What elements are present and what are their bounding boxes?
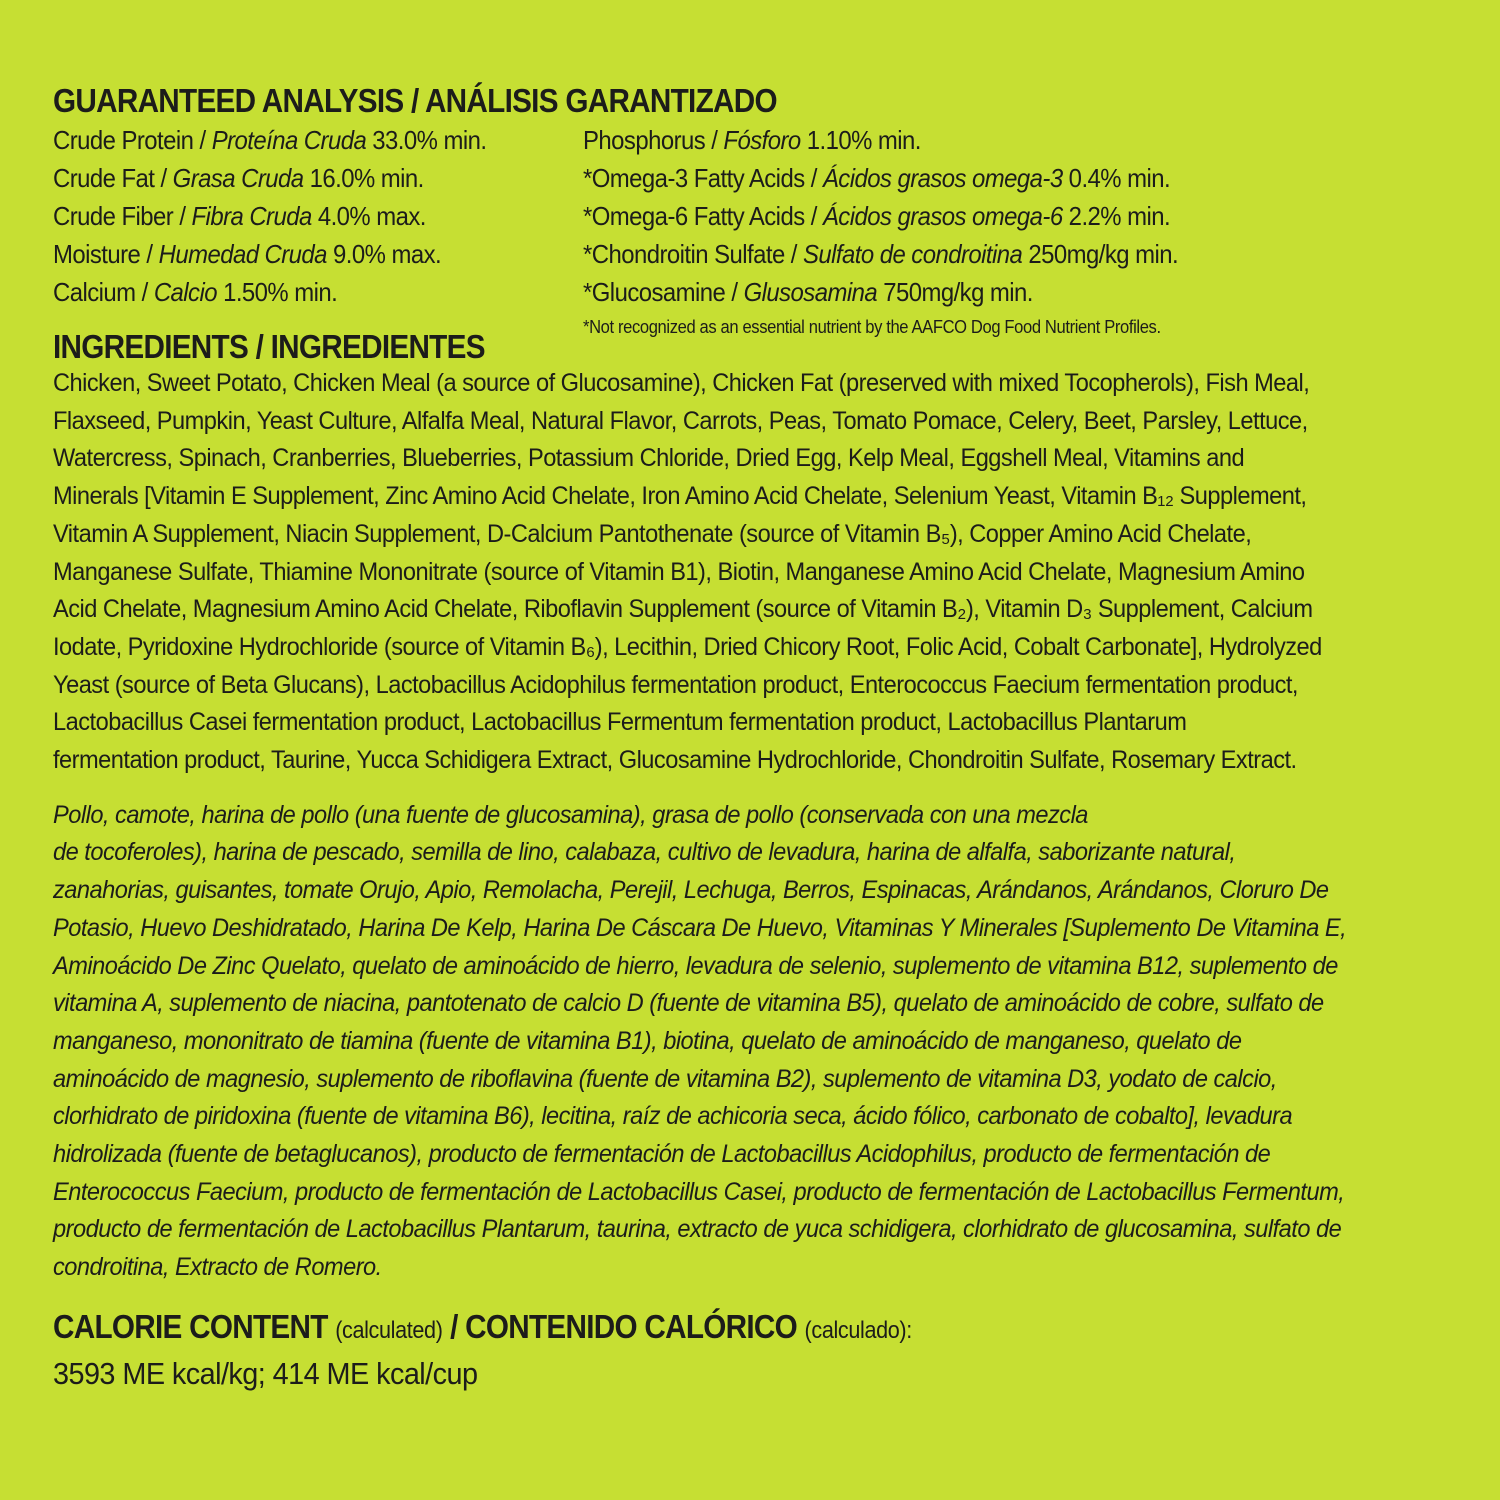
guaranteed-analysis-left-column — [53, 121, 524, 311]
analysis-row-omega-6: *Omega-6 Fatty Acids / Ácidos grasos omega-6 2.2% min. — [583, 201, 1171, 231]
ingredients-english-line: Manganese Sulfate, Thiamine Mononitrate (source of Vitamin B1), Biotin, Manganese Amino Acid Chelate, Magnesium Amino — [53, 557, 1305, 586]
label-panel — [53, 78, 1463, 1397]
ingredients-spanish-line: hidrolizada (fuente de betaglucanos), producto de fermentación de Lactobacillus Acidophilus, producto de fermentación de — [53, 1140, 1271, 1169]
ingredients-title: INGREDIENTS / INGREDIENTES — [53, 328, 485, 365]
calorie-title-en: CALORIE CONTENT — [53, 1307, 328, 1345]
analysis-row-moisture: Moisture / Humedad Cruda 9.0% max. — [53, 239, 442, 269]
analysis-row-crude-fat: Crude Fat / Grasa Cruda 16.0% min. — [53, 163, 424, 193]
ingredients-english-line: Lactobacillus Casei fermentation product, Lactobacillus Fermentum fermentation product, Lactobacillus Plantarum — [53, 708, 1187, 737]
guaranteed-analysis-right-column — [583, 121, 1230, 339]
ingredients-spanish-line: Aminoácido De Zinc Quelato, quelato de aminoácido de hierro, levadura de selenio, suplemento de vitamina B12, suplemento de — [53, 951, 1338, 980]
ingredients-spanish-line: aminoácido de magnesio, suplemento de riboflavina (fuente de vitamina B2), suplemento de vitamina D3, yodato de calcio, — [53, 1064, 1277, 1093]
analysis-row-calcium: Calcium / Calcio 1.50% min. — [53, 277, 338, 307]
ingredients-spanish — [53, 797, 1463, 1287]
analysis-row-glucosamine: *Glucosamine / Glusosamina 750mg/kg min. — [583, 277, 1033, 307]
calorie-separator: / — [442, 1307, 466, 1345]
guaranteed-analysis-table — [53, 121, 1463, 337]
calorie-title-es: CONTENIDO CALÓRICO — [465, 1307, 798, 1345]
ingredients-english-line: Vitamin A Supplement, Niacin Supplement, D-Calcium Pantothenate (source of Vitamin B₅), Copper Amino Acid Chelate, — [53, 519, 1252, 548]
ingredients-spanish-line: manganeso, mononitrato de tiamina (fuente de vitamina B1), biotina, quelato de aminoácido de manganeso, quelato de — [53, 1026, 1242, 1055]
ingredients-spanish-line: Potasio, Huevo Deshidratado, Harina De Kelp, Harina De Cáscara De Huevo, Vitaminas Y Minerales [Suplemento De Vitamina E, — [53, 913, 1347, 942]
ingredients-spanish-line: condroitina, Extracto de Romero. — [53, 1253, 382, 1282]
analysis-row-chondroitin: *Chondroitin Sulfate / Sulfato de condroitina 250mg/kg min. — [583, 239, 1179, 269]
ingredients-spanish-line: producto de fermentación de Lactobacillus Plantarum, taurina, extracto de yuca schidigera, clorhidrato de glucosamina, sulfato de — [53, 1215, 1342, 1244]
ingredients-english-line: Watercress, Spinach, Cranberries, Blueberries, Potassium Chloride, Dried Egg, Kelp Meal, Eggshell Meal, Vitamins and — [53, 444, 1245, 473]
ingredients-english-line: Yeast (source of Beta Glucans), Lactobacillus Acidophilus fermentation product, Enterococcus Faecium fermentation product, — [53, 670, 1298, 699]
ingredients-spanish-line: Enterococcus Faecium, producto de fermentación de Lactobacillus Casei, producto de fermentación de Lactobacillus Fermentum, — [53, 1177, 1345, 1206]
calorie-content-value: 3593 ME kcal/kg; 414 ME kcal/cup — [53, 1355, 478, 1391]
analysis-row-omega-3: *Omega-3 Fatty Acids / Ácidos grasos omega-3 0.4% min. — [583, 163, 1171, 193]
ingredients-english-line: Minerals [Vitamin E Supplement, Zinc Amino Acid Chelate, Iron Amino Acid Chelate, Selenium Yeast, Vitamin B₁₂ Supplement, — [53, 482, 1307, 511]
calorie-sub-es: (calculado): — [804, 1316, 912, 1344]
ingredients-spanish-line: Pollo, camote, harina de pollo (una fuente de glucosamina), grasa de pollo (conservada con una mezcla — [53, 800, 1088, 829]
ingredients-english-line: fermentation product, Taurine, Yucca Schidigera Extract, Glucosamine Hydrochloride, Chondroitin Sulfate, Rosemary Extract. — [53, 746, 1297, 775]
ingredients-english-line: Acid Chelate, Magnesium Amino Acid Chelate, Riboflavin Supplement (source of Vitamin B₂), Vitamin D₃ Supplement, Calcium — [53, 595, 1313, 624]
ingredients-english-line: Flaxseed, Pumpkin, Yeast Culture, Alfalfa Meal, Natural Flavor, Carrots, Peas, Tomato Pomace, Celery, Beet, Parsley, Lettuce, — [53, 406, 1308, 435]
analysis-row-phosphorus: Phosphorus / Fósforo 1.10% min. — [583, 125, 921, 155]
ingredients-spanish-line: vitamina A, suplemento de niacina, pantotenato de calcio D (fuente de vitamina B5), quelato de aminoácido de cobre, sulfato de — [53, 989, 1324, 1018]
calorie-sub-en: (calculated) — [335, 1316, 443, 1344]
analysis-footnote: *Not recognized as an essential nutrient by the AAFCO Dog Food Nutrient Profiles. — [583, 317, 1161, 337]
ingredients-spanish-line: clorhidrato de piridoxina (fuente de vitamina B6), lecitina, raíz de achicoria seca, ácido fólico, carbonato de cobalto], levadura — [53, 1102, 1293, 1131]
calorie-content-title — [53, 1307, 1322, 1351]
guaranteed-analysis-title: GUARANTEED ANALYSIS / ANÁLISIS GARANTIZADO — [53, 82, 777, 119]
analysis-row-crude-protein: Crude Protein / Proteína Cruda 33.0% min. — [53, 125, 487, 155]
ingredients-english — [53, 365, 1463, 780]
ingredients-english-line: Iodate, Pyridoxine Hydrochloride (source of Vitamin B₆), Lecithin, Dried Chicory Root, Folic Acid, Cobalt Carbonate], Hydrolyzed — [53, 632, 1322, 661]
ingredients-spanish-line: zanahorias, guisantes, tomate Orujo, Apio, Remolacha, Perejil, Lechuga, Berros, Espinacas, Arándanos, Arándanos, Cloruro De — [53, 876, 1329, 905]
analysis-row-crude-fiber: Crude Fiber / Fibra Cruda 4.0% max. — [53, 201, 426, 231]
ingredients-spanish-line: de tocoferoles), harina de pescado, semilla de lino, calabaza, cultivo de levadura, harina de alfalfa, saborizante natural, — [53, 838, 1236, 867]
ingredients-english-line: Chicken, Sweet Potato, Chicken Meal (a source of Glucosamine), Chicken Fat (preserved with mixed Tocopherols), Fish Meal, — [53, 369, 1310, 397]
